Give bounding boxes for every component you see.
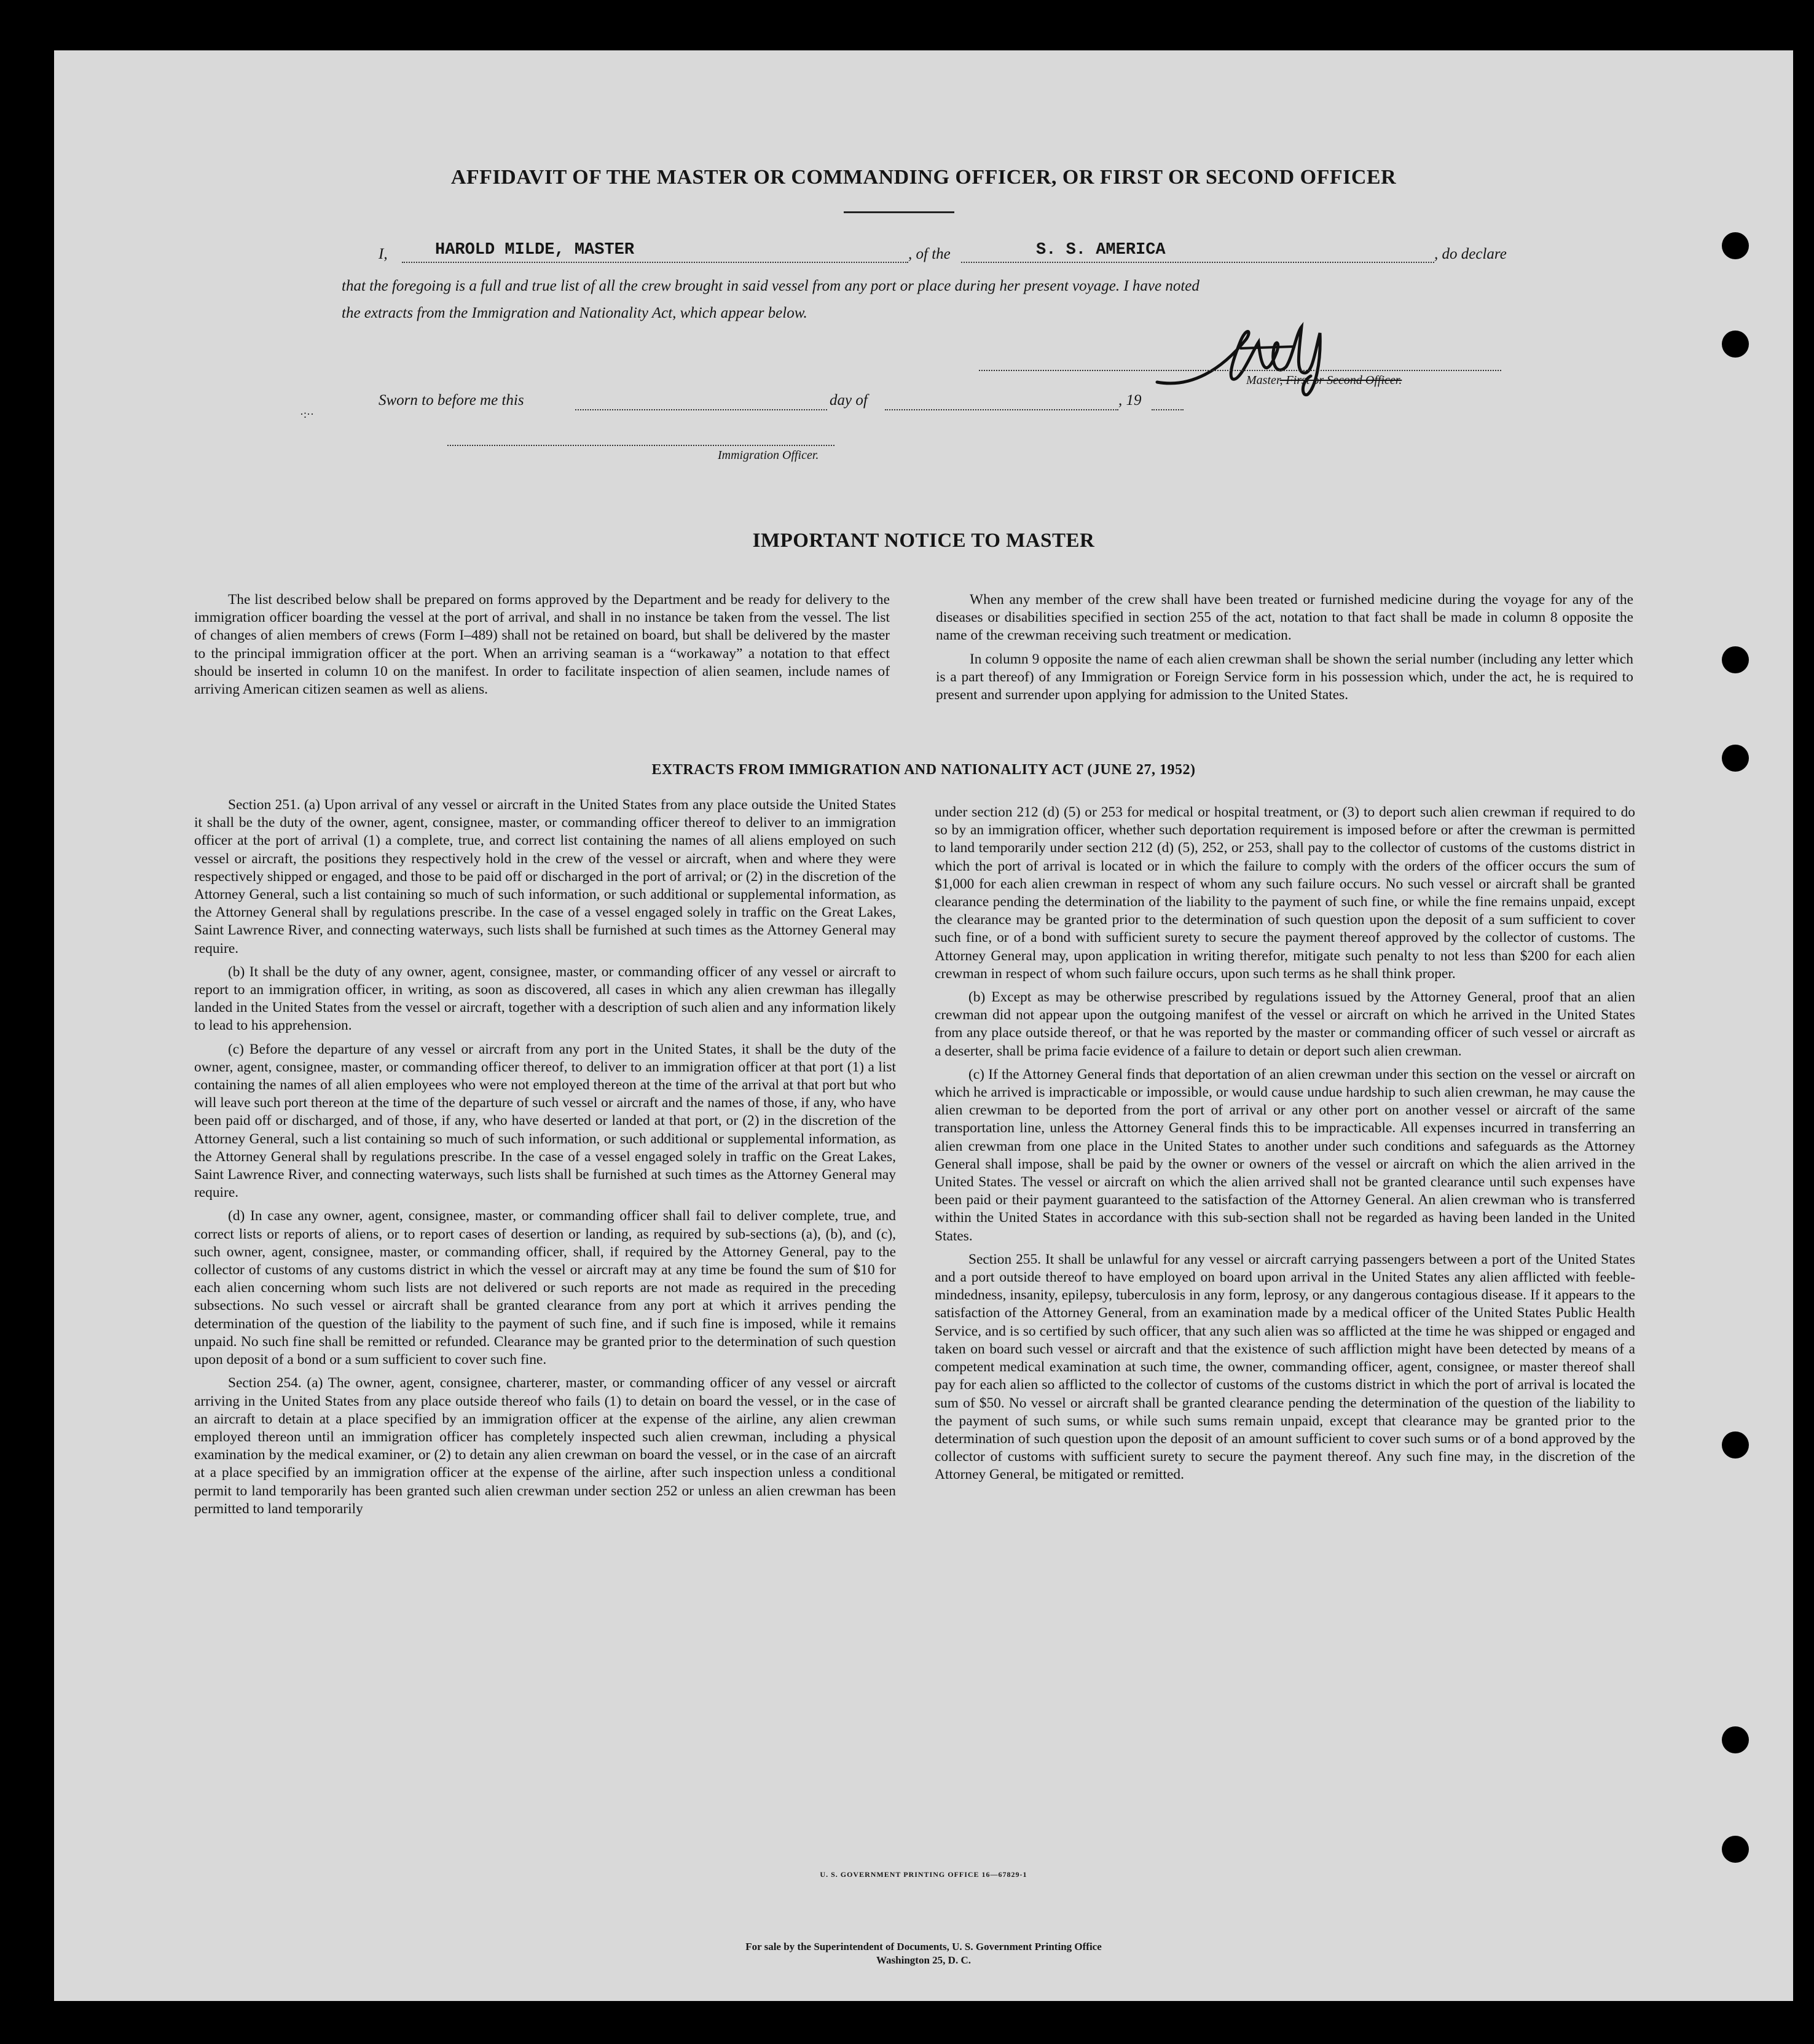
extracts-left-column — [194, 796, 896, 1524]
sworn-year-line — [1152, 409, 1184, 410]
sworn-label: Sworn to before me this — [379, 392, 524, 409]
extracts-title: EXTRACTS FROM IMMIGRATION AND NATIONALITY ACT (JUNE 27, 1952) — [651, 762, 1196, 778]
for-sale-notice — [54, 1940, 1793, 1967]
notice-right-column — [936, 591, 1633, 710]
section-254-b: (b) Except as may be otherwise prescribed by regulations issued by the Attorney General, proof that an alien crewman did not appear upon the outgoing manifest of the vessel or aircraft on which he arrived in the United States from any place outside thereof, or that he was reported by the master or commanding officer of such vessel or aircraft as a deserter, shall be prima facie evidence of a failure to detain or deport such alien crewman. — [935, 989, 1635, 1059]
for-sale-line-2: Washington 25, D. C. — [876, 1954, 971, 1966]
notice-paragraph-left: The list described below shall be prepared on forms approved by the Department and be ready for delivery to the immigration officer boarding the vessel at the port of arrival, and shall in no instance be taken from the vessel. The list of changes of alien members of crews (Form I–489) shall not be retained on board, but shall be delivered by the master to the principal immigration officer at the port. When an arriving seaman is a “workaway” a notation to that effect should be inserted in column 10 on the manifest. In order to facilitate inspection of alien seamen, include names of arriving American citizen seamen as well as aliens. — [194, 592, 890, 698]
master-signature — [1154, 315, 1357, 401]
notice-paragraph-right-2: In column 9 opposite the name of each alien crewman shall be shown the serial number (including any letter which is a part thereof) of any Immigration or Foreign Service form in his possession which, under the act, he is required to present and surrender upon applying for admission to the United States. — [936, 651, 1633, 703]
notice-title: IMPORTANT NOTICE TO MASTER — [752, 530, 1095, 552]
section-254-c: (c) If the Attorney General finds that deportation of an alien crewman under this section on the vessel or aircraft on which he arrived is impracticable or impossible, or would cause undue hardship to such alien crewman, he may cause the alien crewman to be deported from the port of arrival or any other port on another vessel or aircraft of the same transportation line, unless the Attorney General finds this to be impracticable. All expenses incurred in transferring an alien crewman from one place in the United States to another under such conditions and safeguards as the Attorney General shall impose, shall be paid by the owner or owners of the vessel or aircraft on which the alien arrived in the United States. The vessel or aircraft on which the alien arrived shall not be granted clearance until such expenses have been paid or their payment guaranteed to the satisfaction of the Attorney General. An alien crewman who is transferred within the United States in accordance with this sub-section shall not be regarded as having been landed in the United States. — [935, 1066, 1635, 1244]
section-255: Section 255. It shall be unlawful for any vessel or aircraft carrying passengers between a port of the United States and a port outside thereof to have employed on board upon arrival in the United States any alien afflicted with feeble-mindedness, insanity, epilepsy, tuberculosis in any form, leprosy, or any dangerous contagious disease. If it appears to the satisfaction of the Attorney General, from an examination made by a medical officer of the United States Public Health Service, and is so certified by such officer, that any such alien was so afflicted at the time he was shipped or engaged and taken on board such vessel or aircraft and that the existence of such affliction might have been detected by means of a competent medical examination at such time, the owner, commanding officer, agent, consignee, or master thereof shall pay for each alien so afflicted to the collector of customs of the customs district in which the port of arrival is located the sum of $50. No vessel or aircraft shall be granted clearance pending the determination of the question of the liability to the payment of such sums, or while such sums remain unpaid, except that clearance may be granted prior to the determination of such question upon the deposit of an amount sufficient to cover such sums or of a bond approved by the collector of customs with sufficient surety to secure the payment thereof. Any such fine may, in the discretion of the Attorney General, be mitigated or remitted. — [935, 1251, 1635, 1483]
punch-hole — [1722, 1431, 1749, 1459]
immigration-officer-caption: Immigration Officer. — [718, 448, 819, 462]
punch-hole — [1722, 1726, 1749, 1753]
do-declare-label: , do declare — [1434, 246, 1507, 262]
punch-hole — [1722, 331, 1749, 358]
affidavit-body-line-1: that the foregoing is a full and true list of all the crew brought in said vessel from any port or place during her present voyage. I have noted — [342, 278, 1200, 294]
section-254-a: Section 254. (a) The owner, agent, consignee, charterer, master, or commanding officer of any vessel or aircraft arriving in the United States from any place outside thereof who fails (1) to detain on board the vessel, or in the case of an aircraft to detain at a place specified by an immigration officer at the expense of the airline, any alien crewman employed thereon until an immigration officer has completely inspected such alien crewman, including a physical examination by the medical examiner, or (2) to detain any alien crewman on board the vessel, or in the case of an aircraft at a place specified by an immigration officer at the expense of the airline, after such inspection unless a conditional permit to land temporarily has been granted such alien crewman under section 252 or unless an alien crewman has been permitted to land temporarily — [194, 1375, 896, 1517]
signature-caption-master: Master — [1246, 374, 1280, 387]
signature-line — [979, 370, 1501, 371]
section-251-b: (b) It shall be the duty of any owner, agent, consignee, master, or commanding officer of any vessel or aircraft to report to an immigration officer, in writing, as soon as discovered, all cases in which any alien crewman has illegally landed in the United States from the vessel or aircraft, together with a description of such alien and any information likely to lead to his apprehension. — [194, 963, 896, 1034]
name-field-line — [402, 262, 908, 263]
extracts-right-column — [935, 804, 1635, 1490]
affidavit-title: AFFIDAVIT OF THE MASTER OR COMMANDING OFFICER, OR FIRST OR SECOND OFFICER — [450, 166, 1397, 189]
form-sheet — [54, 50, 1793, 2001]
year-label: , 19 — [1118, 392, 1142, 409]
punch-hole — [1722, 232, 1749, 259]
sworn-month-line — [885, 409, 1118, 410]
vessel-name-value: S. S. AMERICA — [1036, 241, 1166, 259]
title-underline — [844, 211, 954, 213]
for-sale-line-1: For sale by the Superintendent of Documents, U. S. Government Printing Office — [745, 1941, 1102, 1952]
vessel-field-line — [961, 262, 1434, 263]
printing-office-imprint: U. S. GOVERNMENT PRINTING OFFICE 16—67829-1 — [820, 1870, 1027, 1879]
section-254-a-continued: under section 212 (d) (5) or 253 for medical or hospital treatment, or (3) to deport such alien crewman if required to do so by an immigration officer, whether such deportation requirement is imposed before or after the crewman is permitted to land temporarily under section 212 (d) (5), 252, or 253, shall pay to the collector of customs of the customs district in which the port of arrival is located or in which the failure to comply with the orders of the officer occurs the sum of $1,000 for each alien crewman in respect of whom any such failure occurs. No such vessel or aircraft shall be granted clearance pending the determination of the liability to the payment of such fine, or while the fine remains unpaid, except the clearance may be granted prior to the determination of such question upon the deposit of a sum sufficient to cover such fine, or of a bond with sufficient surety to secure the payment thereof approved by the collector of customs. The Attorney General may, upon application in writing therefor, mitigate such penalty to not less than $200 for each alien crewman in respect of whom such failure occurs, upon such terms as he shall think proper. — [935, 804, 1635, 982]
of-the-label: , of the — [908, 246, 951, 262]
section-251-c: (c) Before the departure of any vessel or aircraft from any port in the United States, it shall be the duty of the owner, agent, consignee, master, or commanding officer thereof, to deliver to an immigration officer at that port (1) a list containing the names of all alien employees who were not employed thereon at the time of the arrival at that port but who will leave such port thereon at the time of the departure of such vessel or aircraft and the names of those, if any, who have been paid off or discharged, and of those, if any, who have deserted or landed at that port, or (2) in the discretion of the Attorney General, such a list containing so much of such information, or such additional or supplemental information, as the Attorney General shall by regulations prescribe. In the case of a vessel engaged solely in traffic on the Great Lakes, Saint Lawrence River, and connecting waterways, such lists shall be furnished at such times as the Attorney General may require. — [194, 1041, 896, 1201]
notice-left-column — [194, 591, 890, 704]
punch-hole — [1722, 745, 1749, 772]
day-of-label: day of — [830, 392, 868, 409]
punch-hole — [1722, 1836, 1749, 1863]
officer-signature-line — [447, 445, 834, 446]
signature-caption-struck: , First or Second Officer. — [1279, 374, 1402, 387]
punch-hole — [1722, 646, 1749, 673]
affidavit-body-line-2: the extracts from the Immigration and Nationality Act, which appear below. — [342, 305, 807, 321]
i-label: I, — [379, 246, 388, 262]
scan-mark: ·:·· — [300, 408, 314, 420]
section-251-a: Section 251. (a) Upon arrival of any vessel or aircraft in the United States from any place outside the United States it shall be the duty of the owner, agent, consignee, master, or commanding officer thereof to deliver to an immigration officer at the port of arrival (1) a complete, true, and correct list containing the names of all aliens employed on such vessel or aircraft, the positions they respectively hold in the crew of the vessel or aircraft, when and where they were respectively shipped or engaged, and those to be paid off or discharged in the port of arrival; or (2) in the discretion of the Attorney General, such a list containing so much of such information, or such additional or supplemental information, as the Attorney General shall by regulations prescribe. In the case of a vessel engaged solely in traffic on the Great Lakes, Saint Lawrence River, and connecting waterways, such lists shall be furnished at such times as the Attorney General may require. — [194, 797, 896, 957]
section-251-d: (d) In case any owner, agent, consignee, master, or commanding officer shall fail to deliver complete, true, and correct lists or reports of aliens, or to report cases of desertion or landing, as required by sub-sections (a), (b), and (c), such owner, agent, consignee, master, or commanding officer, shall, if required by the Attorney General, pay to the collector of customs of any customs district in which the vessel or aircraft may at any time be found the sum of $10 for each alien concerning whom such lists are not delivered or such reports are not made as required in the preceding subsections. No such vessel or aircraft shall be granted clearance from any port at which it arrives pending the determination of the question of the liability to the payment of such fine, and if such fine is imposed, while it remains unpaid. No such fine shall be remitted or refunded. Clearance may be granted prior to the determination of such question upon deposit of a bond or a sum sufficient to cover such fine. — [194, 1208, 896, 1368]
notice-paragraph-right-1: When any member of the crew shall have been treated or furnished medicine during the voyage for any of the diseases or disabilities specified in section 255 of the act, notation to that fact shall be made in column 8 opposite the name of the crewman receiving such treatment or medication. — [936, 592, 1633, 644]
master-name-value: HAROLD MILDE, MASTER — [435, 241, 635, 259]
sworn-day-line — [575, 409, 827, 410]
signature-caption — [1246, 374, 1402, 388]
